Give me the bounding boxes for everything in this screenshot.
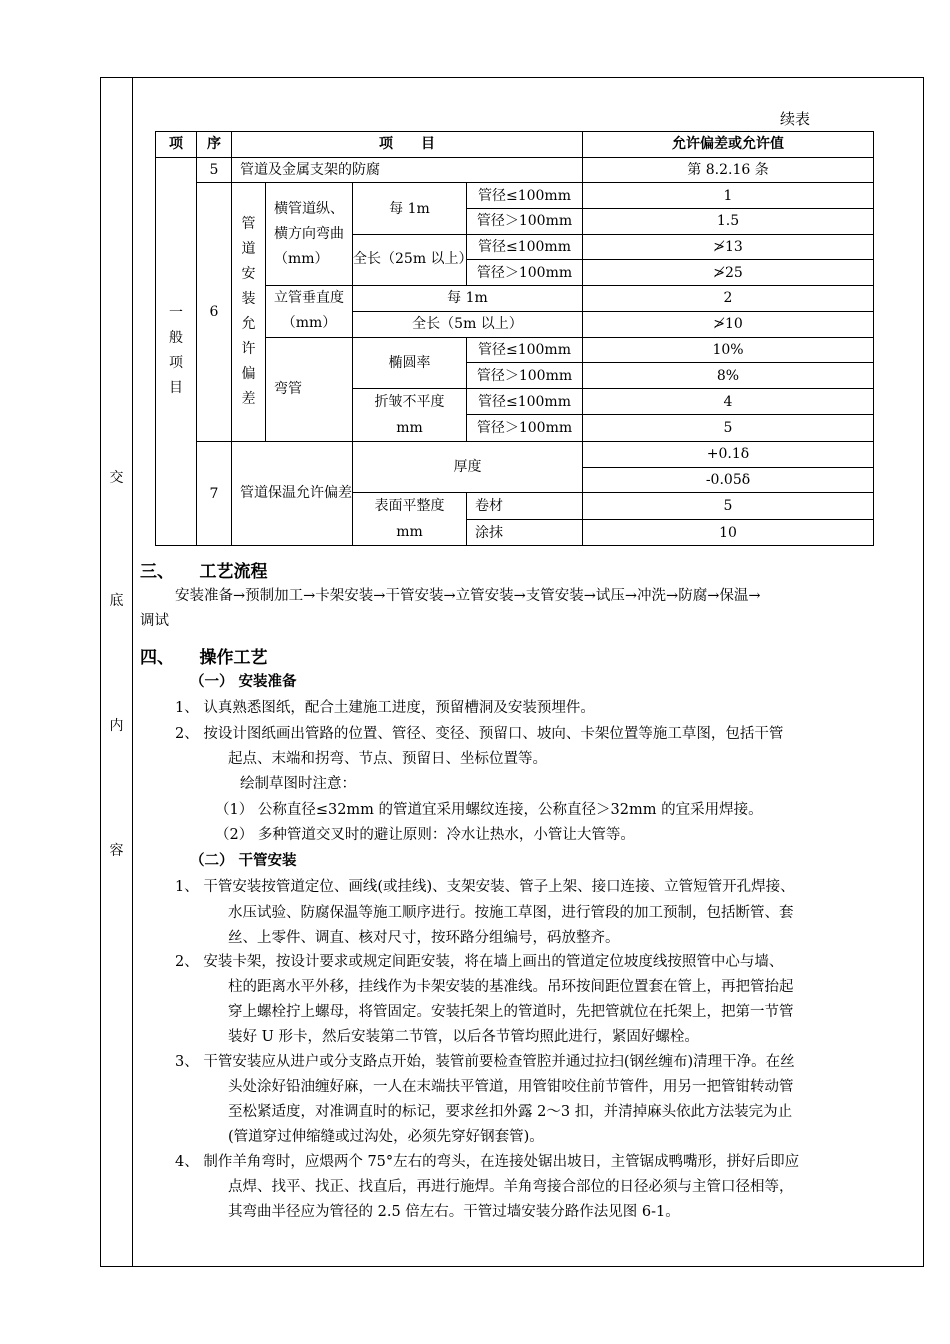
value: ≯10 (583, 311, 874, 337)
header-tolerance: 允许偏差或允许值 (583, 132, 874, 158)
paragraph: (管道穿过伸缩缝或过沟处，必须先穿好钢套管)。 (228, 1129, 544, 1145)
thickness-upper: +0.1δ (583, 441, 874, 467)
value: ≯25 (583, 260, 874, 286)
diameter-le100: 管径≤100mm (467, 183, 583, 209)
row6-label-cell (232, 183, 266, 442)
group-label: 一般项目 (169, 305, 183, 397)
diameter-gt100: 管径＞100mm (467, 363, 583, 389)
paint-label: 涂抹 (467, 519, 583, 546)
side-label-char: 容 (109, 843, 124, 859)
value: 1.5 (583, 209, 874, 235)
tolerance-table (155, 131, 874, 546)
paragraph: 柱的距离水平外移，挂线作为卡架安装的基准线。吊环按间距位置套在管上，再把管抬起 (228, 979, 794, 995)
row6-seq: 6 (197, 183, 232, 442)
paragraph: 头处涂好铅油缠好麻，一人在末端扶平管道，用管钳咬住前节管件，用另一把管钳转动管 (228, 1079, 794, 1095)
note-item: （2） 多种管道交叉时的避让原则：冷水让热水，小管让大管等。 (215, 827, 635, 843)
paragraph: 1、 干管安装按管道定位、画线(或挂线)、支架安装、管子上架、接口连接、立管短管开孔焊接、 (175, 879, 795, 895)
diameter-le100: 管径≤100mm (467, 337, 583, 363)
wrinkle-label: 折皱不平度 mm (353, 388, 467, 441)
flow-line: 调试 (140, 613, 169, 629)
horiz-label: 横管道纵、横方向弯曲（mm） (266, 183, 353, 286)
row5-value: 第 8.2.16 条 (583, 157, 874, 183)
header-project: 项 目 (232, 132, 583, 158)
thickness-lower: -0.05δ (583, 467, 874, 493)
header-seq: 序 (197, 132, 232, 158)
side-label-char: 内 (109, 718, 124, 734)
paragraph: 2、 按设计图纸画出管路的位置、管径、变径、预留口、坡向、卡架位置等施工草图，包括干管 (175, 726, 784, 742)
roll-label: 卷材 (467, 493, 583, 520)
subsection-title: （二） 干管安装 (190, 853, 297, 869)
thickness-label: 厚度 (353, 441, 583, 492)
paragraph: 3、 干管安装应从进户或分支路点开始，装管前要检查管腔并通过拉扫(钢丝缠布)清理干净。在丝 (175, 1054, 795, 1070)
vertical-label: 立管垂直度（mm） (266, 286, 353, 337)
paragraph: 丝、上零件、调直、核对尺寸，按环路分组编号，码放整齐。 (228, 930, 620, 946)
diameter-gt100: 管径＞100mm (467, 260, 583, 286)
section-3-title: 三、 工艺流程 (140, 562, 268, 582)
row7-label: 管道保温允许偏差 (232, 441, 353, 545)
group-label-cell (156, 157, 197, 546)
value: ≯13 (583, 234, 874, 260)
vert-per-m: 每 1m (353, 286, 583, 312)
value: 1 (583, 183, 874, 209)
diameter-le100: 管径≤100mm (467, 388, 583, 415)
paragraph: 2、 安装卡架，按设计要求或规定间距安装，将在墙上画出的管道定位坡度线按照管中心与墙、 (175, 954, 784, 970)
value: 5 (583, 493, 874, 520)
paragraph: 起点、末端和拐弯、节点、预留日、坐标位置等。 (228, 751, 547, 767)
value: 2 (583, 286, 874, 312)
row7-seq: 7 (197, 441, 232, 545)
paragraph: 穿上螺栓拧上螺母，将管固定。安装托架上的管道时，先把管就位在托架上，把第一节管 (228, 1004, 794, 1020)
per-m-label: 每 1m (353, 183, 467, 234)
flatness-label: 表面平整度 mm (353, 493, 467, 546)
continued-label: 续表 (780, 110, 811, 128)
side-column (100, 77, 133, 1267)
side-label-char: 底 (109, 593, 124, 609)
header-item: 项 (156, 132, 197, 158)
vert-total: 全长（5m 以上） (353, 311, 583, 337)
row5-seq: 5 (197, 157, 232, 183)
diameter-gt100: 管径＞100mm (467, 415, 583, 442)
row6-label: 管道安装允许偏差 (241, 216, 256, 408)
row5-project: 管道及金属支架的防腐 (232, 157, 583, 183)
paragraph: 装好 U 形卡，然后安装第二节管，以后各节管均照此进行，紧固好螺栓。 (228, 1029, 699, 1045)
value: 4 (583, 388, 874, 415)
diameter-gt100: 管径＞100mm (467, 209, 583, 235)
side-label-char: 交 (109, 470, 124, 486)
note-label: 绘制草图时注意： (240, 776, 356, 792)
section-4-title: 四、 操作工艺 (140, 648, 268, 668)
paragraph: 点焊、找平、找正、找直后，再进行施焊。羊角弯接合部位的日径必须与主管口径相等， (228, 1179, 794, 1195)
value: 8% (583, 363, 874, 389)
paragraph: 水压试验、防腐保温等施工顺序进行。按施工草图，进行管段的加工预制，包括断管、套 (228, 905, 794, 921)
paragraph: 4、 制作羊角弯时，应煨两个 75°左右的弯头，在连接处锯出坡日，主管锯成鸭嘴形，拼好后即应 (175, 1154, 800, 1170)
flow-line: 安装准备→预制加工→卡架安装→干管安装→立管安装→支管安装→试压→冲洗→防腐→保温→ (175, 588, 761, 604)
ovality-label: 椭圆率 (353, 337, 467, 388)
note-item: （1） 公称直径≤32mm 的管道宜采用螺纹连接，公称直径＞32mm 的宜采用焊接。 (215, 802, 763, 818)
bend-label: 弯管 (266, 337, 353, 441)
paragraph: 其弯曲半径应为管径的 2.5 倍左右。干管过墙安装分路作法见图 6-1。 (228, 1204, 680, 1220)
value: 10% (583, 337, 874, 363)
paragraph: 至松紧适度，对准调直时的标记，要求丝扣外露 2～3 扣，并清掉麻头依此方法装完为止 (228, 1104, 793, 1120)
diameter-le100: 管径≤100mm (467, 234, 583, 260)
total-len-label: 全长（25m 以上） (353, 234, 467, 285)
value: 5 (583, 415, 874, 442)
value: 10 (583, 519, 874, 546)
subsection-title: （一） 安装准备 (190, 674, 297, 690)
paragraph: 1、 认真熟悉图纸，配合土建施工进度，预留槽洞及安装预埋件。 (175, 700, 595, 716)
